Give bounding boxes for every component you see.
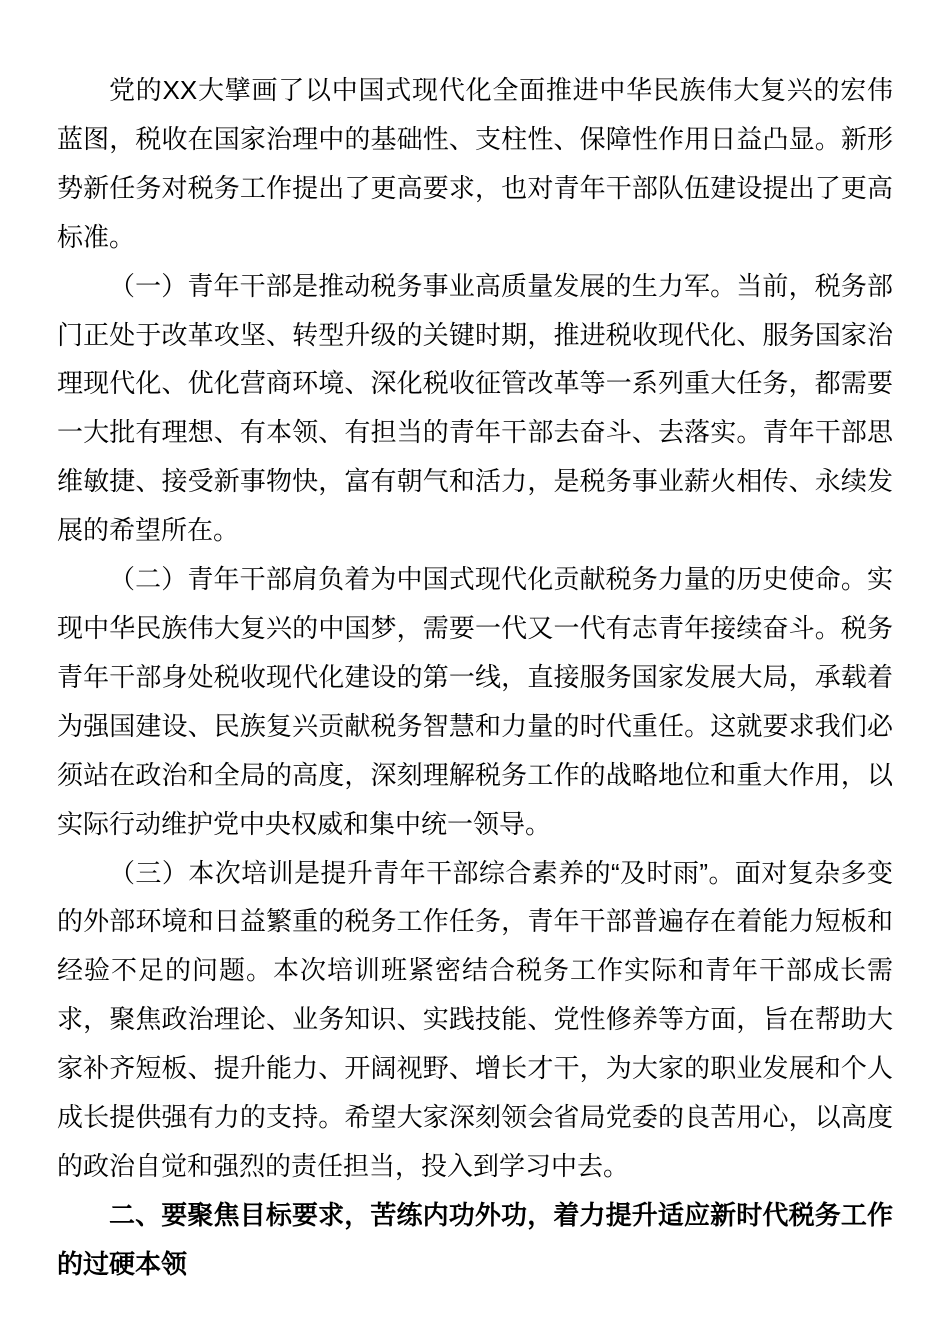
paragraph: 党的XX大擘画了以中国式现代化全面推进中华民族伟大复兴的宏伟蓝图，税收在国家治理中的基础性、支柱性、保障性作用日益凸显。新形势新任务对税务工作提出了更高要求，也对青年干部队伍建设提出了更高标准。	[57, 75, 893, 252]
paragraph: （三）本次培训是提升青年干部综合素养的“及时雨”。面对复杂多变的外部环境和日益繁重的税务工作任务，青年干部普遍存在着能力短板和经验不足的问题。本次培训班紧密结合税务工作实际和青年干部成长需求，聚焦政治理论、业务知识、实践技能、党性修养等方面，旨在帮助大家补齐短板、提升能力、开阔视野、增长才干，为大家的职业发展和个人成长提供强有力的支持。希望大家深刻领会省局党委的良苦用心，以高度的政治自觉和强烈的责任担当，投入到学习中去。	[57, 857, 893, 1181]
paragraph: （二）青年干部肩负着为中国式现代化贡献税务力量的历史使命。实现中华民族伟大复兴的中国梦，需要一代又一代有志青年接续奋斗。税务青年干部身处税收现代化建设的第一线，直接服务国家发展大局，承载着为强国建设、民族复兴贡献税务智慧和力量的时代重任。这就要求我们必须站在政治和全局的高度，深刻理解税务工作的战略地位和重大作用，以实际行动维护党中央权威和集中统一领导。	[57, 564, 893, 839]
section-heading: 二、要聚焦目标要求，苦练内功外功，着力提升适应新时代税务工作的过硬本领	[57, 1199, 893, 1279]
paragraph: （一）青年干部是推动税务事业高质量发展的生力军。当前，税务部门正处于改革攻坚、转型升级的关键时期，推进税收现代化、服务国家治理现代化、优化营商环境、深化税收征管改革等一系列重大任务，都需要一大批有理想、有本领、有担当的青年干部去奋斗、去落实。青年干部思维敏捷、接受新事物快，富有朝气和活力，是税务事业薪火相传、永续发展的希望所在。	[57, 270, 893, 546]
document-body	[57, 66, 893, 1289]
